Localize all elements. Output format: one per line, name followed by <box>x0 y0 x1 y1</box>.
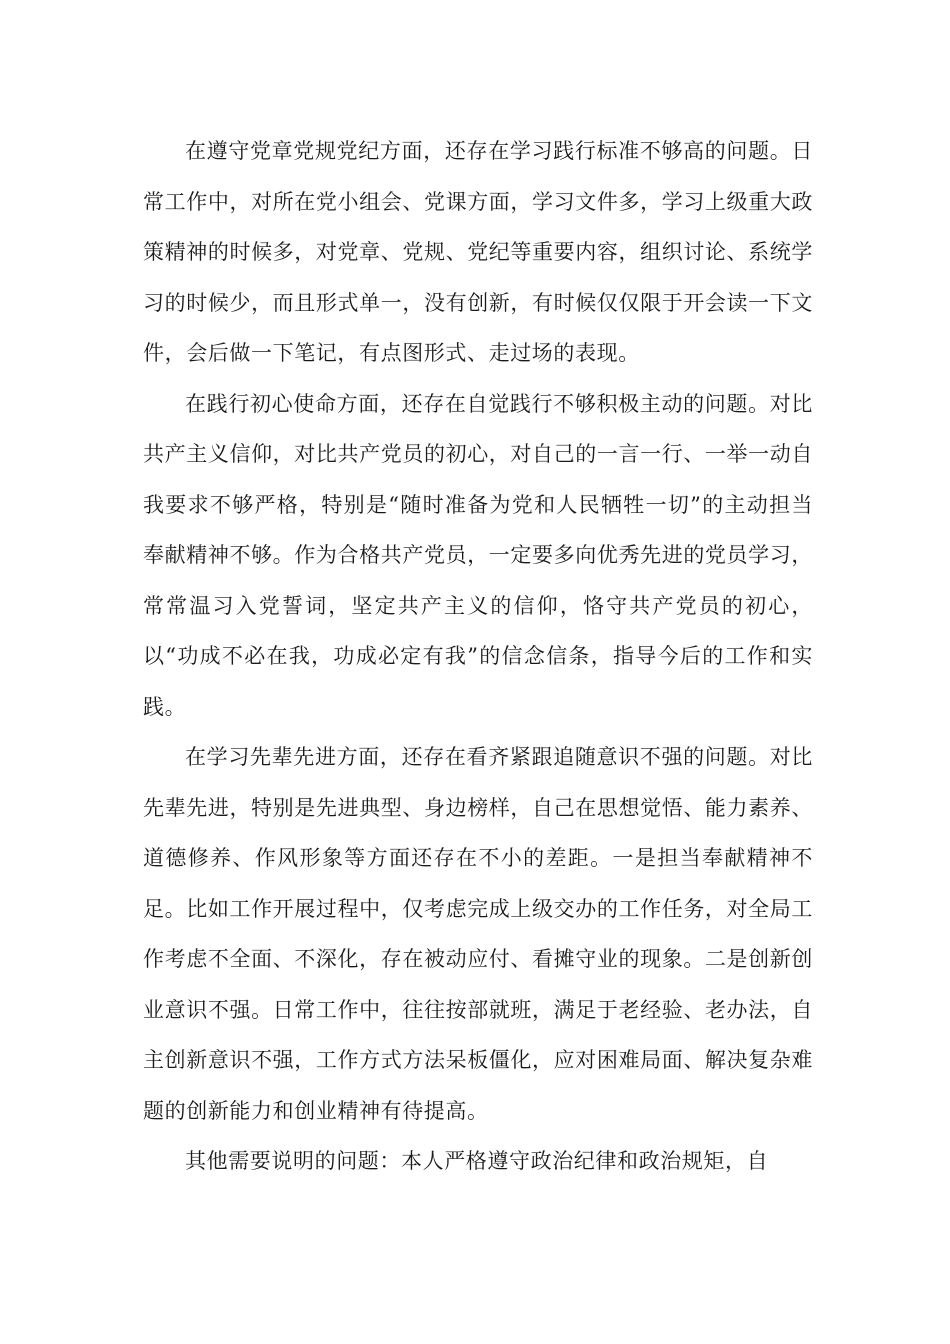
paragraph-other-issues: 其他需要说明的问题：本人严格遵守政治纪律和政治规矩，自 <box>185 1149 769 1173</box>
paragraph-party-discipline: 在遵守党章党规党纪方面，还存在学习践行标准不够高的问题。日常工作中，对所在党小组会、党课方面，学习文件多，学习上级重大政策精神的时候多，对党章、党规、党纪等重要内容，组织讨论、系统学习的时候少，而且形式单一，没有创新，有时候仅仅限于开会读一下文件，会后做一下笔记，有点图形式、走过场的表现。 <box>143 139 813 365</box>
document-body <box>143 126 813 1187</box>
paragraph-original-mission: 在践行初心使命方面，还存在自觉践行不够积极主动的问题。对比共产主义信仰，对比共产党员的初心，对自己的一言一行、一举一动自我要求不够严格，特别是“随时准备为党和人民牺牲一切”的主动担当奉献精神不够。作为合格共产党员，一定要多向优秀先进的党员学习，常常温习入党誓词，坚定共产主义的信仰，恪守共产党员的初心，以“功成不必在我，功成必定有我”的信念信条，指导今后的工作和实践。 <box>143 391 813 719</box>
paragraph-learning-exemplars: 在学习先辈先进方面，还存在看齐紧跟追随意识不强的问题。对比先辈先进，特别是先进典型、身边榜样，自己在思想觉悟、能力素养、道德修养、作风形象等方面还存在不小的差距。一是担当奉献精神不足。比如工作开展过程中，仅考虑完成上级交办的工作任务，对全局工作考虑不全面、不深化，存在被动应付、看摊守业的现象。二是创新创业意识不强。日常工作中，往往按部就班，满足于老经验、老办法，自主创新意识不强，工作方式方法呆板僵化，应对困难局面、解决复杂难题的创新能力和创业精神有待提高。 <box>143 745 813 1123</box>
